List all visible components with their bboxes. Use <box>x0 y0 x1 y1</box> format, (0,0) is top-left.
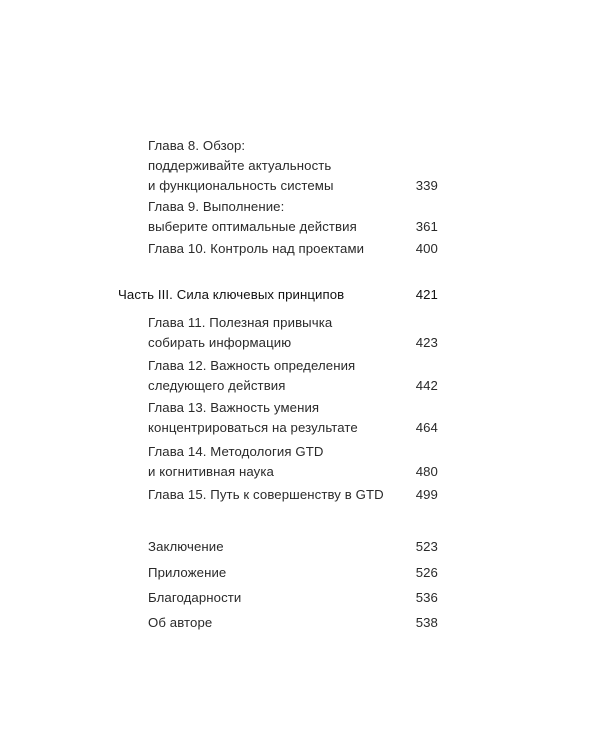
toc-entry-page: 361 <box>415 219 438 234</box>
toc-entry-page: 523 <box>415 539 438 554</box>
toc-entry-title: Глава 11. Полезная привычка собирать информацию <box>148 315 333 350</box>
toc-entry-title: Глава 13. Важность умения концентрироваться на результате <box>148 400 358 435</box>
toc-entry-page: 464 <box>415 420 438 435</box>
toc-entry-page: 442 <box>415 378 438 393</box>
toc-entry-title: Глава 12. Важность определения следующего действия <box>148 358 356 393</box>
toc-entry-chapter-8[interactable] <box>148 136 438 196</box>
toc-entry-page: 339 <box>415 178 438 193</box>
toc-entry-title: Глава 9. Выполнение: выберите оптимальные действия <box>148 199 357 234</box>
toc-entry-page: 480 <box>415 464 438 479</box>
toc-entry-chapter-14[interactable] <box>148 442 438 482</box>
toc-entry-page: 538 <box>415 615 438 630</box>
toc-entry-title: Приложение <box>148 565 227 580</box>
toc-entry-title: Глава 8. Обзор: поддерживайте актуальность и функциональность системы <box>148 138 334 193</box>
toc-entry-title: Заключение <box>148 539 224 554</box>
toc-entry-acknowledgments[interactable] <box>148 588 438 608</box>
toc-entry-part-3[interactable] <box>118 285 438 305</box>
toc-entry-chapter-15[interactable] <box>148 485 438 505</box>
toc-entry-page: 536 <box>415 590 438 605</box>
toc-entry-chapter-11[interactable] <box>148 313 438 353</box>
toc-entry-chapter-10[interactable] <box>148 239 438 259</box>
toc-entry-page: 499 <box>415 487 438 502</box>
toc-entry-chapter-13[interactable] <box>148 398 438 438</box>
toc-entry-title: Об авторе <box>148 615 213 630</box>
toc-entry-about-author[interactable] <box>148 613 438 633</box>
toc-entry-conclusion[interactable] <box>148 537 438 557</box>
toc-part-title: Часть III. Сила ключевых принципов <box>118 287 345 302</box>
toc-entry-page: 400 <box>415 241 438 256</box>
toc-entry-page: 526 <box>415 565 438 580</box>
toc-entry-chapter-12[interactable] <box>148 356 438 396</box>
toc-entry-title: Глава 15. Путь к совершенству в GTD <box>148 487 384 502</box>
toc-entry-title: Благодарности <box>148 590 242 605</box>
toc-entry-chapter-9[interactable] <box>148 197 438 237</box>
toc-entry-page: 423 <box>415 335 438 350</box>
toc-entry-page: 421 <box>415 287 438 302</box>
toc-entry-appendix[interactable] <box>148 563 438 583</box>
toc-entry-title: Глава 10. Контроль над проектами <box>148 241 365 256</box>
toc-entry-title: Глава 14. Методология GTD и когнитивная наука <box>148 444 324 479</box>
